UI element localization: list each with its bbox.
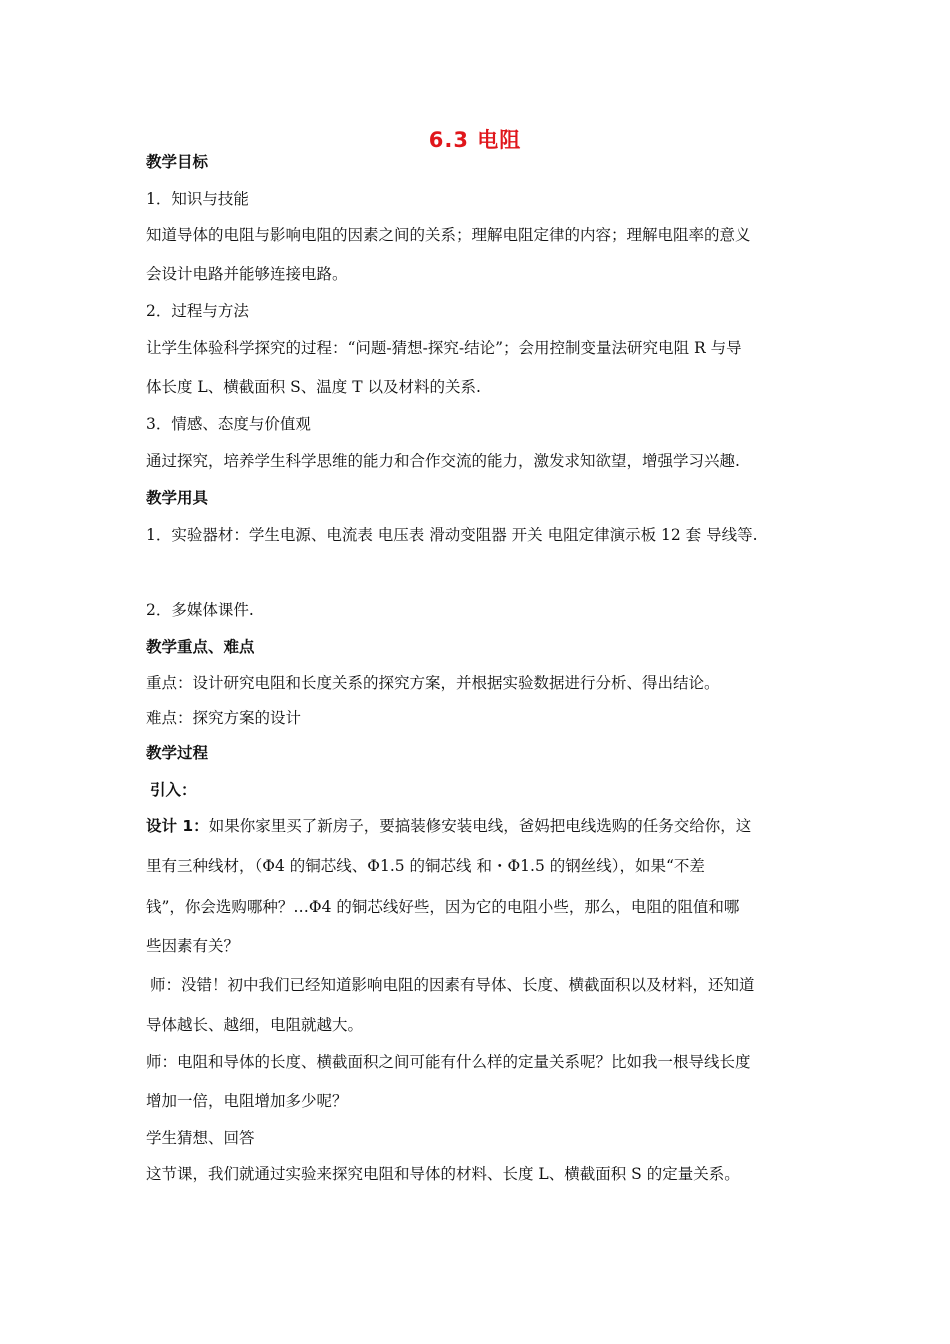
design-text-line4: 些因素有关？ [146,937,240,955]
page-title: 6.3 电阻 [428,128,522,152]
goal2-heading: 2．过程与方法 [146,302,249,320]
key-points-heading: 教学重点、难点 [146,638,255,656]
goal1-text-line1: 知道导体的电阻与影响电阻的因素之间的关系；理解电阻定律的内容；理解电阻率的意义 [146,226,751,244]
key-point-line: 重点：设计研究电阻和长度关系的探究方案，并根据实验数据进行分析、得出结论。 [146,674,720,692]
teacher1-line2: 导体越长、越细，电阻就越大。 [146,1016,364,1034]
difficulty-line: 难点：探究方案的设计 [146,709,302,727]
design-text-line3: 钱”，你会选购哪种？…Φ4 的铜芯线好些，因为它的电阻小些，那么，电阻的阻值和哪 [146,898,740,916]
tools-heading: 教学用具 [146,489,209,507]
intro-label: 引入： [150,781,197,799]
tools-text-line1: 1．实验器材：学生电源、电流表 电压表 滑动变阻器 开关 电阻定律演示板 12 套 导线等. [146,526,758,544]
teacher1-line1: 师：没错！初中我们已经知道影响电阻的因素有导体、长度、横截面积以及材料，还知道 [150,976,755,994]
goals-heading: 教学目标 [146,153,209,171]
goal1-text-line2: 会设计电路并能够连接电路。 [146,265,348,283]
process-heading: 教学过程 [146,744,209,762]
teacher2-line1: 师：电阻和导体的长度、横截面积之间可能有什么样的定量关系呢？比如我一根导线长度 [146,1053,751,1071]
design-label: 设计 1： [146,817,209,835]
goal3-heading: 3．情感、态度与价值观 [146,415,311,433]
design-text-line2: 里有三种线材，（Φ4 的铜芯线、Φ1.5 的铜芯线 和・Φ1.5 的钢丝线），如果“不差 [146,857,705,875]
goal3-text-line1: 通过探究，培养学生科学思维的能力和合作交流的能力，激发求知欲望，增强学习兴趣. [146,452,740,470]
goal2-text-line1: 让学生体验科学探究的过程：“问题-猜想-探究-结论”；会用控制变量法研究电阻 R 与导 [146,339,742,357]
design-line1 [146,816,751,836]
goal2-text-line2: 体长度 L、横截面积 S、温度 T 以及材料的关系. [146,378,481,396]
student-line: 学生猜想、回答 [146,1129,255,1147]
goal1-heading: 1．知识与技能 [146,190,249,208]
closing-line: 这节课，我们就通过实验来探究电阻和导体的材料、长度 L、横截面积 S 的定量关系。 [146,1165,740,1183]
tools-text-line2: 2．多媒体课件. [146,601,254,619]
teacher2-line2: 增加一倍，电阻增加多少呢？ [146,1092,348,1110]
design-text-line1: 如果你家里买了新房子，要搞装修安装电线，爸妈把电线选购的任务交给你，这 [208,817,752,835]
